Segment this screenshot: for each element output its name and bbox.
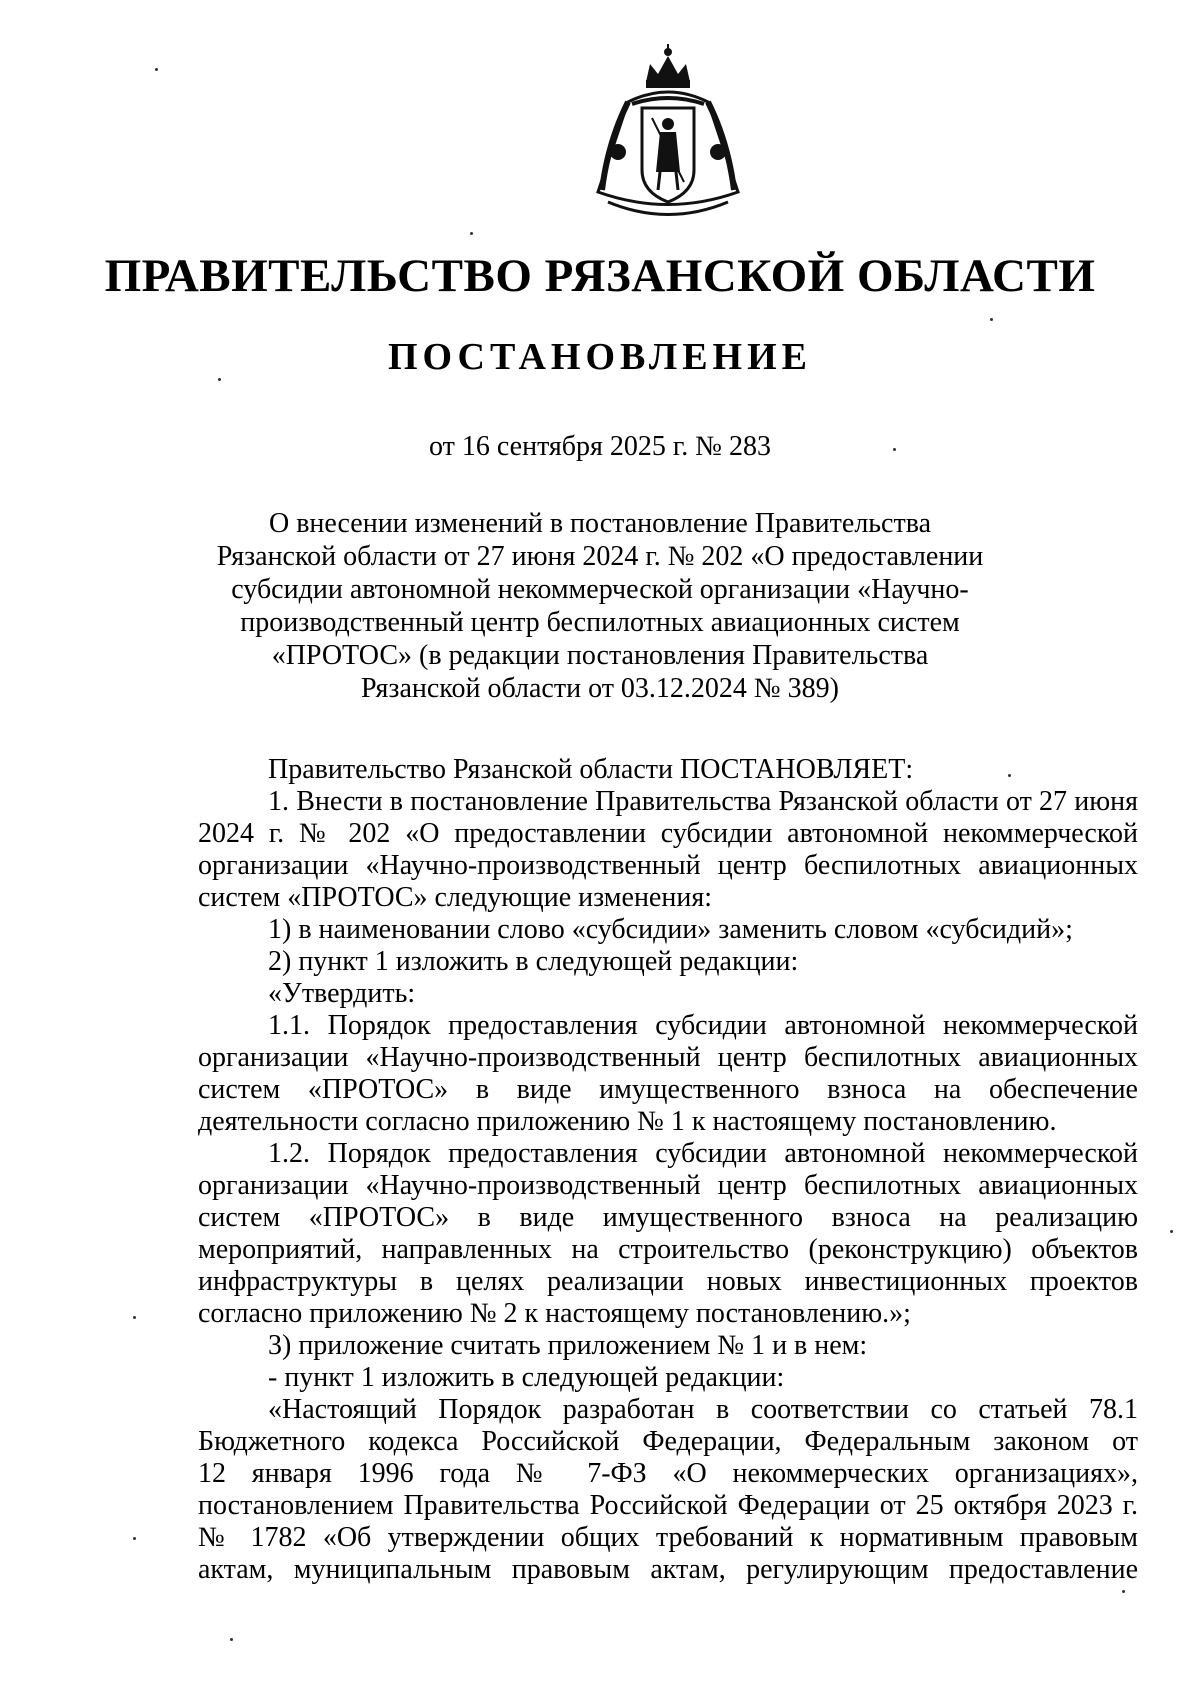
body-line: постановлением Правительства Российской Федерации от 25 октября 2023 г.: [198, 1490, 1138, 1521]
scan-speck: [470, 232, 473, 235]
body-line: систем «ПРОТОС» следующие изменения:: [198, 882, 712, 913]
body-line: 1. Внести в постановление Правительства Рязанской области от 27 июня: [268, 786, 1138, 817]
scan-speck: [1008, 774, 1011, 777]
body-line: «Настоящий Порядок разработан в соответствии со статьей 78.1: [268, 1394, 1138, 1425]
document-body: [198, 754, 1138, 1586]
scan-speck: [155, 68, 158, 71]
body-line: инфраструктуры в целях реализации новых инвестиционных проектов: [198, 1266, 1138, 1297]
body-line: организации «Научно-производственный центр беспилотных авиационных: [198, 1170, 1138, 1201]
heading-line: Рязанской области от 03.12.2024 № 389): [361, 673, 839, 704]
body-line: организации «Научно-производственный центр беспилотных авиационных: [198, 850, 1138, 881]
heading-line: «ПРОТОС» (в редакции постановления Правительства: [271, 640, 929, 671]
scan-speck: [218, 378, 221, 381]
heading-line: Рязанской области от 27 июня 2024 г. № 202 «О предоставлении: [216, 541, 984, 572]
body-line: «Утвердить:: [268, 978, 416, 1009]
body-line: деятельности согласно приложению № 1 к настоящему постановлению.: [198, 1106, 1057, 1137]
body-line: 1) в наименовании слово «субсидии» заменить словом «субсидий»;: [268, 914, 1073, 945]
body-line: актам, муниципальным правовым актам, регулирующим предоставление: [198, 1554, 1138, 1585]
body-line: 12 января 1996 года № 7-ФЗ «О некоммерческих организациях»,: [198, 1458, 1138, 1489]
document-heading: [200, 507, 1000, 705]
body-line: - пункт 1 изложить в следующей редакции:: [268, 1362, 785, 1393]
body-line: 2) пункт 1 изложить в следующей редакции:: [268, 946, 799, 977]
scan-speck: [133, 1537, 136, 1540]
body-line: систем «ПРОТОС» в виде имущественного взноса на реализацию: [198, 1202, 1138, 1233]
scan-speck: [990, 318, 993, 321]
body-line: систем «ПРОТОС» в виде имущественного взноса на обеспечение: [198, 1074, 1138, 1105]
government-title: ПРАВИТЕЛЬСТВО РЯЗАНСКОЙ ОБЛАСТИ: [104, 250, 1096, 302]
scan-speck: [1170, 1230, 1173, 1233]
coat-of-arms-icon: [588, 42, 748, 230]
body-line: организации «Научно-производственный центр беспилотных авиационных: [198, 1042, 1138, 1073]
body-line: № 1782 «Об утверждении общих требований к нормативным правовым: [198, 1522, 1138, 1553]
body-line: 3) приложение считать приложением № 1 и в нем:: [268, 1330, 868, 1361]
scan-speck: [1122, 1590, 1125, 1593]
heading-line: субсидии автономной некоммерческой организации «Научно-: [231, 574, 969, 605]
body-line: 1.2. Порядок предоставления субсидии автономной некоммерческой: [268, 1138, 1138, 1169]
document-date-number: от 16 сентября 2025 г. № 283: [429, 431, 771, 462]
body-line: 2024 г. № 202 «О предоставлении субсидии автономной некоммерческой: [198, 818, 1138, 849]
scan-speck: [893, 448, 896, 451]
body-line: согласно приложению № 2 к настоящему постановлению.»;: [198, 1298, 911, 1329]
heading-line: производственный центр беспилотных авиационных систем: [240, 607, 960, 638]
body-line: Правительство Рязанской области ПОСТАНОВЛЯЕТ:: [268, 754, 914, 785]
scan-speck: [133, 1316, 136, 1319]
body-line: мероприятий, направленных на строительство (реконструкцию) объектов: [198, 1234, 1138, 1265]
body-line: Бюджетного кодекса Российской Федерации, Федеральным законом от: [198, 1426, 1138, 1457]
body-line: 1.1. Порядок предоставления субсидии автономной некоммерческой: [268, 1010, 1138, 1041]
document-type: ПОСТАНОВЛЕНИЕ: [387, 336, 813, 378]
heading-line: О внесении изменений в постановление Правительства: [268, 508, 932, 539]
scan-speck: [230, 1638, 233, 1641]
